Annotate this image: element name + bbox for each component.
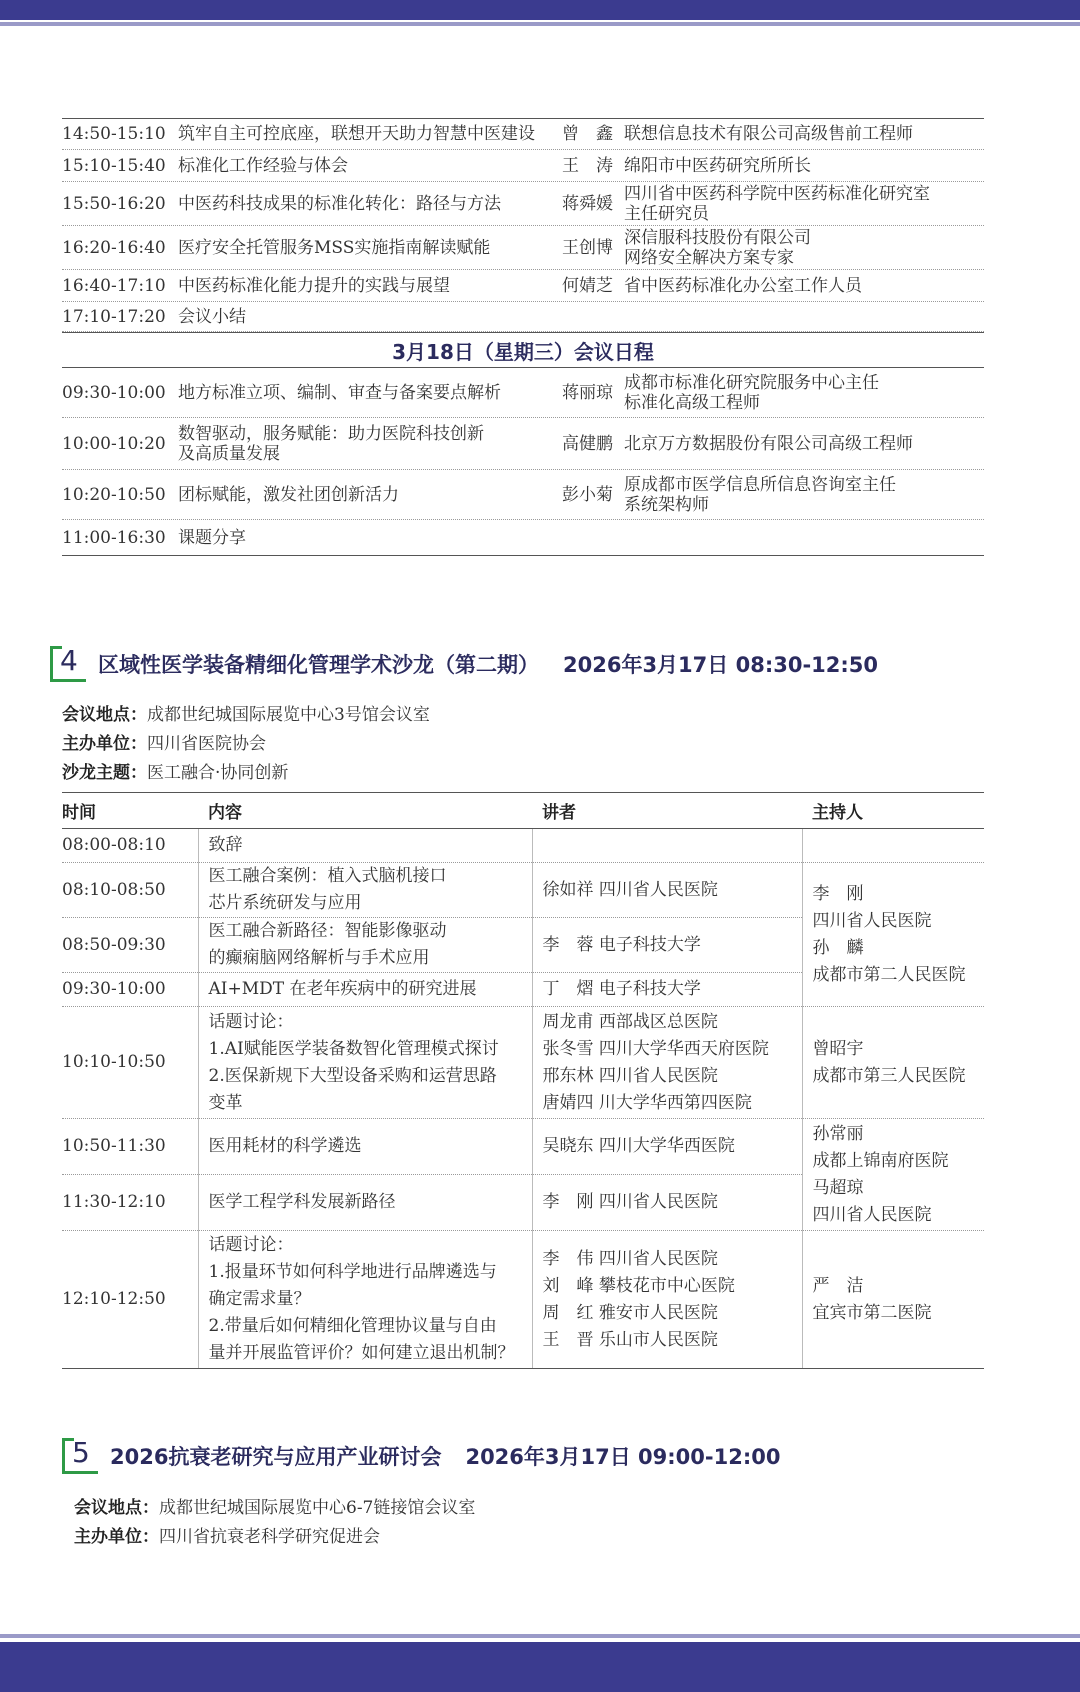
- agenda-time: 15:50-16:20: [62, 193, 166, 214]
- salon-schedule-table: [62, 792, 984, 1369]
- agenda-speaker: 王 涛: [562, 155, 613, 176]
- salon-content: 医工融合新路径：智能影像驱动 的癫痫脑网络解析与手术应用: [198, 918, 532, 973]
- agenda-time: 09:30-10:00: [62, 382, 166, 403]
- agenda-affiliation: 北京万方数据股份有限公司高级工程师: [624, 433, 913, 454]
- salon-speakers: 徐如祥 四川省人民医院: [532, 863, 802, 918]
- bottom-color-band: [0, 1642, 1080, 1692]
- salon-content: 医工融合案例：植入式脑机接口 芯片系统研发与应用: [198, 863, 532, 918]
- section-5-number: 5: [72, 1436, 90, 1469]
- salon-content: 话题讨论： 1.报量环节如何科学地进行品牌遴选与 确定需求量？ 2.带量后如何精细化管理协议量与自由 量并开展监管评价？如何建立退出机制？: [198, 1231, 532, 1369]
- salon-host: 严 洁 宜宾市第二医院: [802, 1231, 984, 1369]
- agenda-speaker: 高健鹏: [562, 433, 613, 454]
- section-4-header: [50, 646, 878, 682]
- section-5-header: [62, 1438, 780, 1474]
- agenda-topic: 中医药科技成果的标准化转化：路径与方法: [178, 193, 501, 214]
- section-4-number: 4: [60, 644, 78, 677]
- salon-speakers: 周龙甫 西部战区总医院 张冬雪 四川大学华西天府医院 邢东林 四川省人民医院 唐婧四 川大学华西第四医院: [532, 1007, 802, 1119]
- salon-time: 08:10-08:50: [62, 863, 198, 918]
- salon-speakers: 李 刚 四川省人民医院: [532, 1175, 802, 1231]
- salon-speakers: 李 伟 四川省人民医院 刘 峰 攀枝花市中心医院 周 红 雅安市人民医院 王 晋 乐山市人民医院: [532, 1231, 802, 1369]
- agenda-speaker: [562, 302, 624, 331]
- salon-content: 医用耗材的科学遴选: [198, 1119, 532, 1175]
- salon-time: 08:00-08:10: [62, 829, 198, 863]
- agenda-speaker: 彭小菊: [562, 484, 613, 505]
- agenda-topic: 医疗安全托管服务MSS实施指南解读赋能: [178, 237, 491, 258]
- agenda-time: 11:00-16:30: [62, 527, 166, 548]
- agenda-affiliation: [624, 302, 984, 331]
- header-time: 时间: [62, 793, 198, 829]
- agenda-row: [62, 470, 984, 520]
- salon-content: 话题讨论： 1.AI赋能医学装备数智化管理模式探讨 2.医保新规下大型设备采购和运营思路 变革: [198, 1007, 532, 1119]
- salon-content: 致辞: [198, 829, 532, 863]
- agenda-time: 10:20-10:50: [62, 484, 166, 505]
- agenda-affiliation: 绵阳市中医药研究所所长: [624, 155, 811, 176]
- agenda-speaker: [562, 520, 624, 555]
- salon-speakers: 吴晓东 四川大学华西医院: [532, 1119, 802, 1175]
- agenda-topic: 会议小结: [178, 306, 246, 327]
- section-4-theme: 沙龙主题：医工融合·协同创新: [62, 763, 289, 783]
- agenda-affiliation: 省中医药标准化办公室工作人员: [624, 275, 862, 296]
- salon-speakers: 丁 熠 电子科技大学: [532, 973, 802, 1007]
- section-4-organizer: 主办单位：四川省医院协会: [62, 734, 266, 754]
- salon-row: [62, 1119, 984, 1175]
- section-5-datetime: 2026年3月17日 09:00-12:00: [465, 1445, 781, 1469]
- top-color-band: [0, 0, 1080, 20]
- agenda-time: 16:20-16:40: [62, 237, 166, 258]
- salon-time: 10:50-11:30: [62, 1119, 198, 1175]
- agenda-row: [62, 150, 984, 182]
- bottom-thin-band: [0, 1634, 1080, 1638]
- salon-time: 08:50-09:30: [62, 918, 198, 973]
- salon-host-empty: [802, 829, 984, 863]
- agenda-row: [62, 368, 984, 418]
- agenda-time: 10:00-10:20: [62, 433, 166, 454]
- agenda-topic: 标准化工作经验与体会: [178, 155, 348, 176]
- day-2-heading: 3月18日（星期三）会议日程: [62, 332, 984, 368]
- salon-row: [62, 829, 984, 863]
- section-5-number-badge: [62, 1438, 102, 1474]
- agenda-affiliation: [624, 520, 984, 555]
- top-thin-band: [0, 22, 1080, 26]
- header-content: 内容: [198, 793, 532, 829]
- agenda-speaker: 王创博: [562, 237, 613, 258]
- agenda-row: [62, 270, 984, 302]
- section-5-venue: 会议地点：成都世纪城国际展览中心6-7链接馆会议室: [74, 1498, 476, 1518]
- agenda-topic: 地方标准立项、编制、审查与备案要点解析: [178, 382, 501, 403]
- salon-row: [62, 1231, 984, 1369]
- agenda-row: [62, 302, 984, 332]
- salon-row: [62, 1007, 984, 1119]
- agenda-row: [62, 118, 984, 150]
- section-4-venue: 会议地点：成都世纪城国际展览中心3号馆会议室: [62, 705, 430, 725]
- agenda-time: 15:10-15:40: [62, 155, 166, 176]
- salon-time: 09:30-10:00: [62, 973, 198, 1007]
- agenda-speaker: 何婧芝: [562, 275, 613, 296]
- salon-content: AI+MDT 在老年疾病中的研究进展: [198, 973, 532, 1007]
- agenda-affiliation: 联想信息技术有限公司高级售前工程师: [624, 124, 913, 144]
- salon-host: 孙常丽 成都上锦南府医院 马超琼 四川省人民医院: [802, 1119, 984, 1231]
- section-4-title: 区域性医学装备精细化管理学术沙龙（第二期）: [98, 653, 539, 677]
- salon-speakers: 李 蓉 电子科技大学: [532, 918, 802, 973]
- salon-time: 11:30-12:10: [62, 1175, 198, 1231]
- section-5-title: 2026抗衰老研究与应用产业研讨会: [110, 1445, 442, 1469]
- salon-content: 医学工程学科发展新路径: [198, 1175, 532, 1231]
- section-4-datetime: 2026年3月17日 08:30-12:50: [563, 653, 878, 677]
- agenda-affiliation: 四川省中医药科学院中医药标准化研究室 主任研究员: [624, 183, 930, 224]
- agenda-affiliation: 原成都市医学信息所信息咨询室主任 系统架构师: [624, 474, 896, 515]
- agenda-speaker: 蒋丽琼: [562, 382, 613, 403]
- salon-row: [62, 863, 984, 918]
- agenda-table: [62, 118, 984, 556]
- agenda-row: [62, 226, 984, 270]
- agenda-topic: 数智驱动，服务赋能：助力医院科技创新 及高质量发展: [178, 423, 484, 464]
- agenda-row: [62, 418, 984, 470]
- section-5-organizer: 主办单位：四川省抗衰老科学研究促进会: [74, 1527, 380, 1547]
- agenda-topic: 团标赋能，激发社团创新活力: [178, 484, 399, 505]
- header-host: 主持人: [802, 793, 984, 829]
- agenda-time: 14:50-15:10: [62, 124, 166, 144]
- agenda-row: [62, 182, 984, 226]
- header-speaker: 讲者: [532, 793, 802, 829]
- salon-time: 10:10-10:50: [62, 1007, 198, 1119]
- agenda-topic: 筑牢自主可控底座，联想开天助力智慧中医建设: [178, 124, 535, 144]
- agenda-speaker: 曾 鑫: [562, 124, 613, 144]
- section-4-number-badge: [50, 646, 90, 682]
- salon-time: 12:10-12:50: [62, 1231, 198, 1369]
- agenda-topic: 课题分享: [178, 527, 246, 548]
- agenda-row: [62, 520, 984, 556]
- agenda-time: 17:10-17:20: [62, 306, 166, 327]
- salon-host: 李 刚 四川省人民医院 孙 麟 成都市第二人民医院: [802, 863, 984, 1007]
- agenda-speaker: 蒋舜媛: [562, 193, 613, 214]
- agenda-time: 16:40-17:10: [62, 275, 166, 296]
- agenda-affiliation: 深信服科技股份有限公司 网络安全解决方案专家: [624, 227, 811, 268]
- salon-speakers: [532, 829, 802, 863]
- salon-host: 曾昭宇 成都市第三人民医院: [802, 1007, 984, 1119]
- agenda-affiliation: 成都市标准化研究院服务中心主任 标准化高级工程师: [624, 372, 879, 413]
- agenda-topic: 中医药标准化能力提升的实践与展望: [178, 275, 450, 296]
